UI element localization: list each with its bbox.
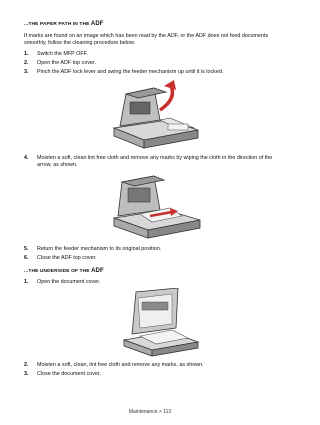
step-text: Pinch the ADF lock lever and swing the feeder mechanism up until it is locked. — [37, 69, 224, 75]
heading-text: ...THE UNDERSIDE OF THE — [24, 269, 92, 274]
step-number: 5. — [24, 246, 29, 252]
step-item — [24, 51, 282, 58]
step-text: Close the document cover. — [37, 371, 101, 377]
intro-paragraph: If marks are found on an image which has been read by the ADF, or the ADF does not feed documents smoothly, follow the cleaning procedure below. — [24, 33, 269, 47]
step-number: 6. — [24, 255, 29, 261]
step-item — [24, 69, 282, 76]
step-number: 1. — [24, 51, 29, 57]
adf-lift-figure — [108, 80, 204, 150]
wipe-glass-figure — [110, 172, 206, 240]
step-text: Close the ADF top cover. — [37, 255, 97, 261]
step-item — [24, 279, 282, 286]
open-cover-figure — [118, 288, 202, 358]
heading-text: ...THE PAPER PATH IN THE — [24, 22, 91, 27]
step-number: 2. — [24, 362, 29, 368]
step-text: Open the document cover. — [37, 279, 101, 285]
heading-acronym: ADF — [91, 268, 104, 274]
section-heading-underside — [24, 268, 104, 274]
page-footer: Maintenance > 113 — [128, 409, 172, 415]
step-text: Moisten a soft, clean lint free cloth and remove any marks by wiping the cloth in the direction of the arrow, as shown. — [37, 155, 273, 169]
step-number: 3. — [24, 69, 29, 75]
step-item — [24, 255, 282, 262]
step-item — [24, 362, 282, 369]
step-item — [24, 371, 282, 378]
section-heading-paper-path — [24, 21, 104, 27]
step-text: Return the feeder mechanism to its original position. — [37, 246, 162, 252]
step-number: 1. — [24, 279, 29, 285]
step-item — [24, 246, 282, 253]
step-text: Open the ADF top cover. — [37, 60, 97, 66]
step-number: 4. — [24, 155, 29, 161]
step-number: 3. — [24, 371, 29, 377]
step-item — [24, 155, 282, 170]
heading-acronym: ADF — [90, 21, 104, 27]
step-number: 2. — [24, 60, 29, 66]
step-text: Switch the MFP OFF. — [37, 51, 88, 57]
step-item — [24, 60, 282, 67]
step-text: Moisten a soft, clean, lint free cloth and remove any marks, as shown. — [37, 362, 204, 368]
